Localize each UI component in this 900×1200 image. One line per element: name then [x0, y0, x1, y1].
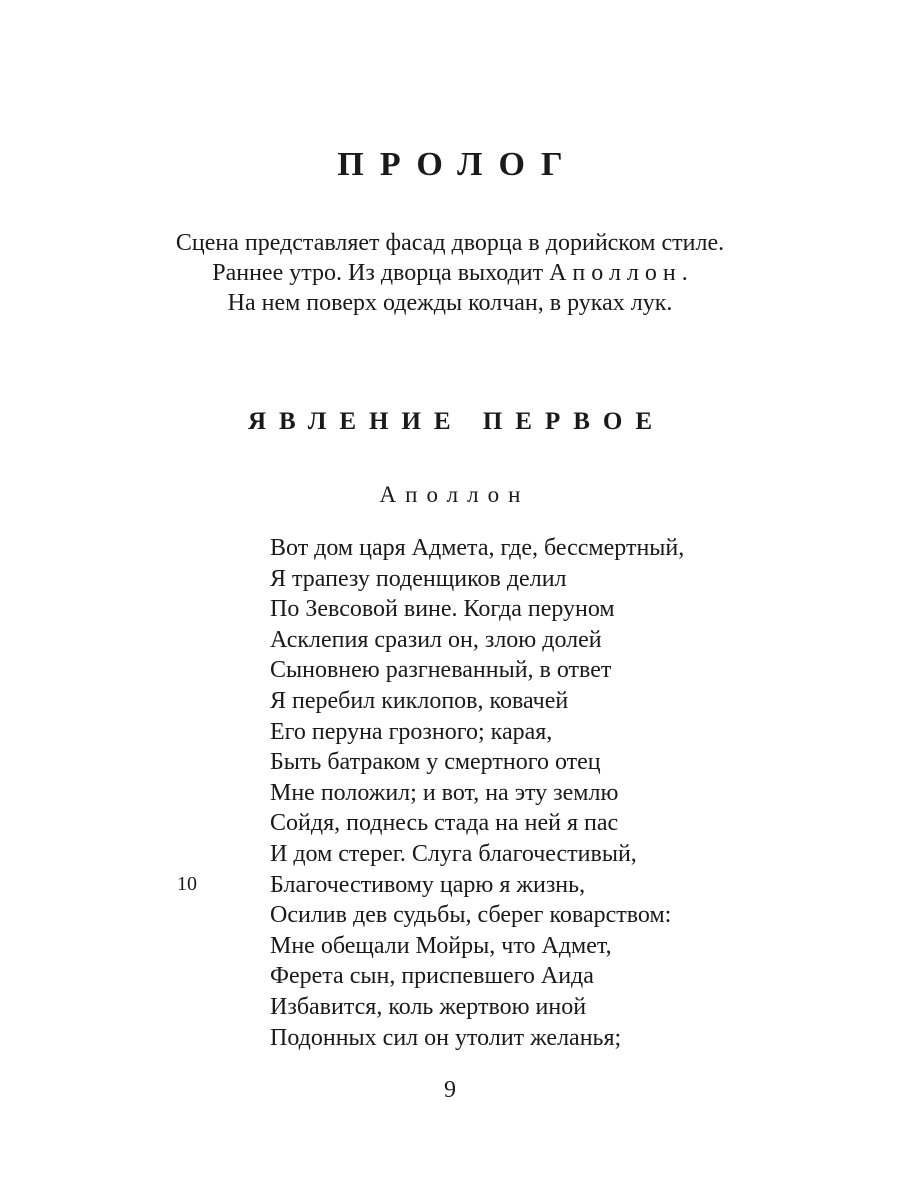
- verse-line: Сойдя, поднесь стада на ней я пас: [270, 810, 619, 837]
- page-number: 9: [444, 1077, 456, 1103]
- verse-line: Быть батраком у смертного отец: [270, 749, 601, 776]
- verse-line: Я перебил киклопов, ковачей: [270, 687, 569, 714]
- scene-heading: ЯВЛЕНИЕ ПЕРВОЕ: [247, 408, 666, 435]
- verse-line: Мне положил; и вот, на эту землю: [270, 779, 619, 806]
- verse-line-number: 10: [177, 873, 197, 895]
- verse-line: И дом стерег. Слуга благочестивый,: [270, 840, 637, 867]
- speaker-name: Аполлон: [379, 482, 530, 507]
- verse-line: Вот дом царя Адмета, где, бессмертный,: [270, 535, 685, 561]
- character-name-apollo: Аполлон: [549, 260, 682, 286]
- stage-direction-line-1: Сцена представляет фасад дворца в дорийском стиле.: [175, 230, 725, 256]
- stage-direction-line-3: На нем поверх одежды колчан, в руках лук.: [227, 290, 673, 316]
- stage-direction: [0, 228, 900, 318]
- verse-line: По Зевсовой вине. Когда перуном: [270, 596, 615, 623]
- verse-line: Я трапезу поденщиков делил: [270, 565, 567, 592]
- verse-line: Асклепия сразил он, злою долей: [270, 626, 602, 653]
- verse-line: Сыновнею разгневанный, в ответ: [270, 657, 612, 684]
- verse-block: [270, 533, 684, 1053]
- verse-line: Ферета сын, приспевшего Аида: [270, 963, 594, 990]
- verse-line: Его перуна грозного; карая,: [270, 718, 553, 745]
- verse-line: Мне обещали Мойры, что Адмет,: [270, 932, 612, 959]
- stage-direction-line-2-suffix: .: [681, 260, 688, 286]
- stage-direction-line-2: [0, 258, 900, 288]
- verse-line: Осилив дев судьбы, сберег коварством:: [270, 902, 672, 929]
- stage-direction-line-2-prefix: Раннее утро. Из дворца выходит: [212, 260, 550, 286]
- prolog-heading: ПРОЛОГ: [337, 146, 579, 183]
- verse-line: Благочестивому царю я жизнь,: [270, 871, 586, 898]
- verse-line: Подонных сил он утолит желанья;: [270, 1024, 622, 1051]
- verse-line: Избавится, коль жертвою иной: [270, 993, 587, 1020]
